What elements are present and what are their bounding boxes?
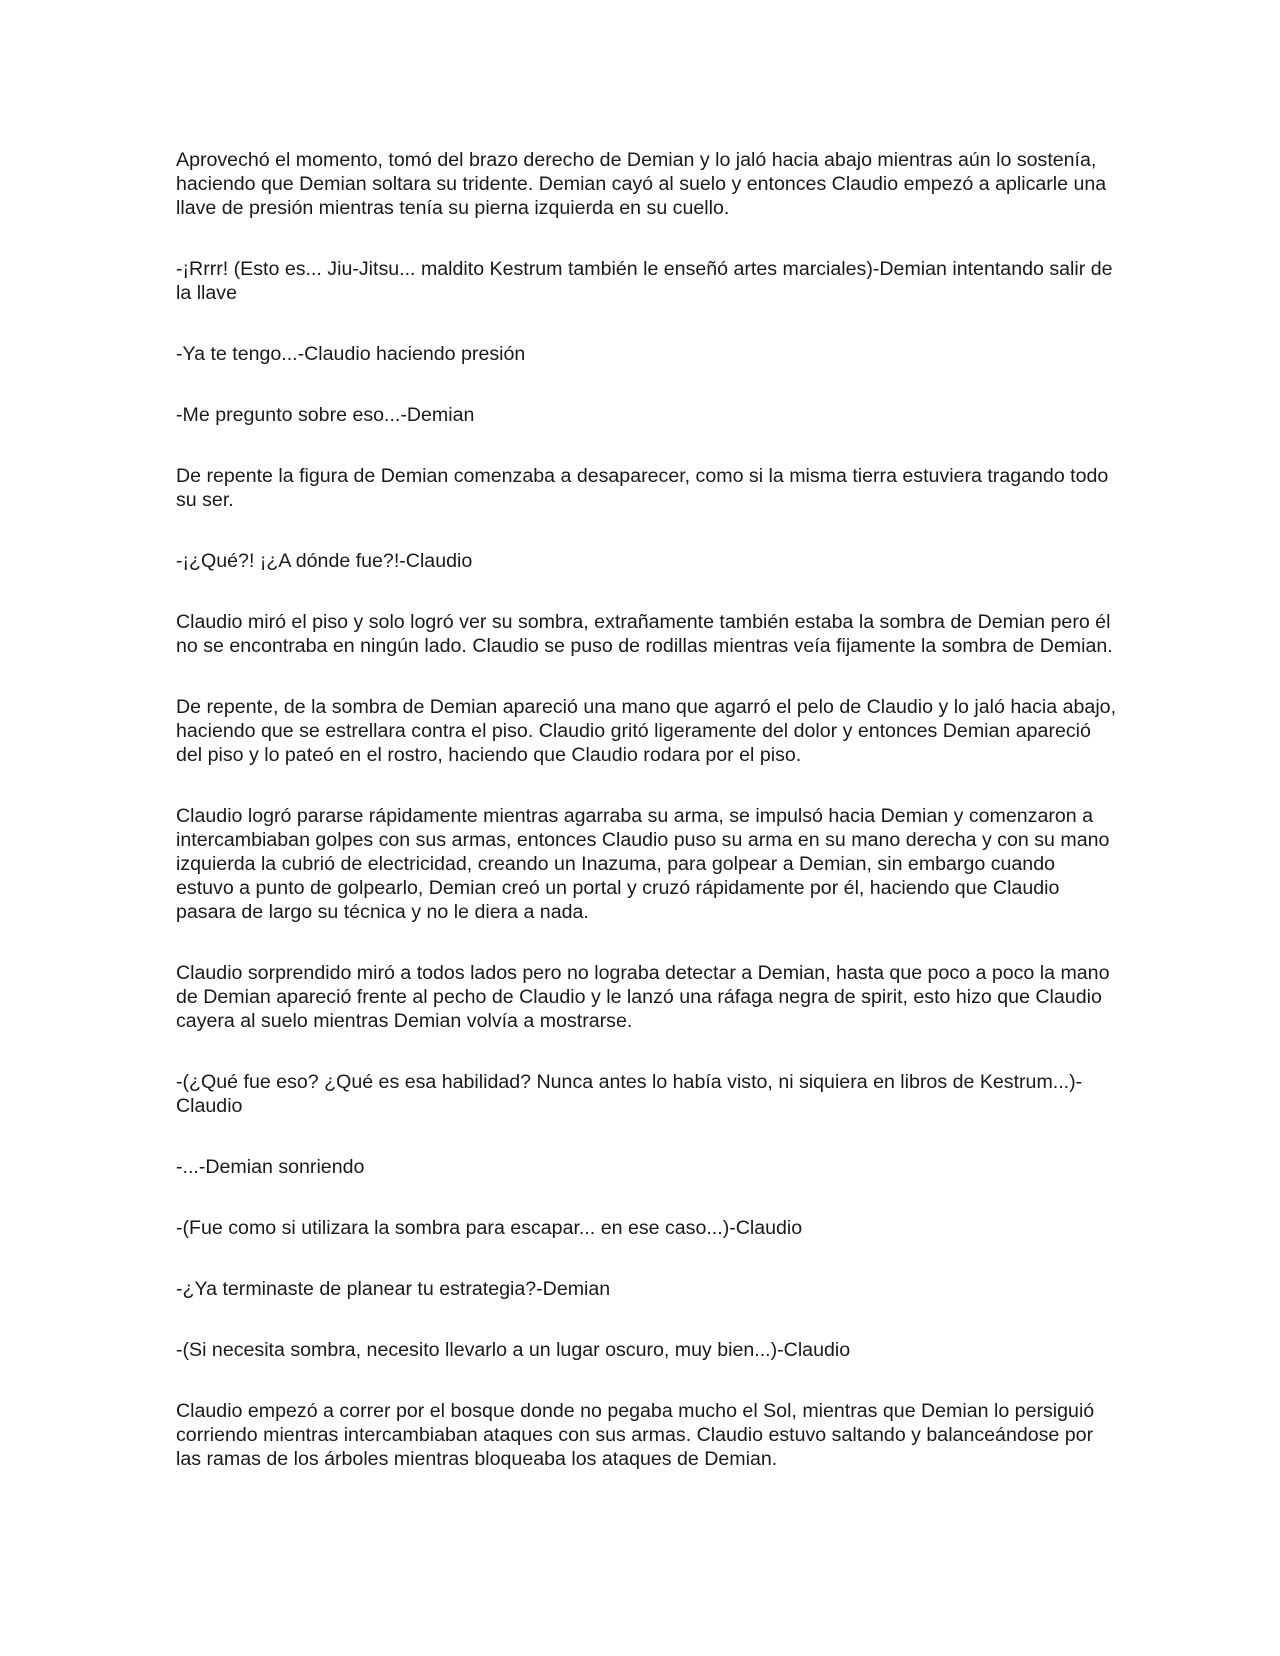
paragraph-9: Claudio logró pararse rápidamente mientras agarraba su arma, se impulsó hacia Demian y comenzaron a intercambiaban golpes con sus armas, entonces Claudio puso su arma en su mano derecha y con su mano izquierda la cubrió de electricidad, creando un Inazuma, para golpear a Demian, sin embargo cuando estuvo a punto de golpearlo, Demian creó un portal y cruzó rápidamente por él, haciendo que Claudio pasara de largo su técnica y no le diera a nada.	[176, 805, 1110, 923]
paragraph-7: Claudio miró el piso y solo logró ver su sombra, extrañamente también estaba la sombra de Demian pero él no se encontraba en ningún lado. Claudio se puso de rodillas mientras veía fijamente la sombra de Demian.	[176, 611, 1113, 657]
paragraph-14: -¿Ya terminaste de planear tu estrategia?-Demian	[176, 1278, 611, 1300]
paragraph-16: Claudio empezó a correr por el bosque donde no pegaba mucho el Sol, mientras que Demian lo persiguió corriendo mientras intercambiaban ataques con sus armas. Claudio estuvo saltando y balanceándose por las ramas de los árboles mientras bloqueaba los ataques de Demian.	[176, 1400, 1095, 1470]
paragraph-2: -¡Rrrr! (Esto es... Jiu-Jitsu... maldito Kestrum también le enseñó artes marciales)-Demian intentando salir de la llave	[176, 258, 1113, 304]
paragraph-4: -Me pregunto sobre eso...-Demian	[176, 404, 475, 426]
paragraph-1: Aprovechó el momento, tomó del brazo derecho de Demian y lo jaló hacia abajo mientras aún lo sostenía, haciendo que Demian soltara su tridente. Demian cayó al suelo y entonces Claudio empezó a aplicarle una llave de presión mientras tenía su pierna izquierda en su cuello.	[176, 149, 1107, 219]
paragraph-13: -(Fue como si utilizara la sombra para escapar... en ese caso...)-Claudio	[176, 1217, 803, 1239]
paragraph-8: De repente, de la sombra de Demian apareció una mano que agarró el pelo de Claudio y lo jaló hacia abajo, haciendo que se estrellara contra el piso. Claudio gritó ligeramente del dolor y entonces Demian apareció del piso y lo pateó en el rostro, haciendo que Claudio rodara por el piso.	[176, 696, 1117, 766]
paragraph-5: De repente la figura de Demian comenzaba a desaparecer, como si la misma tierra estuviera tragando todo su ser.	[176, 465, 1109, 511]
paragraph-3: -Ya te tengo...-Claudio haciendo presión	[176, 343, 526, 365]
document-page	[176, 148, 1116, 1471]
paragraph-10: Claudio sorprendido miró a todos lados pero no lograba detectar a Demian, hasta que poco a poco la mano de Demian apareció frente al pecho de Claudio y le lanzó una ráfaga negra de spirit, esto hizo que Claudio cayera al suelo mientras Demian volvía a mostrarse.	[176, 962, 1110, 1032]
paragraph-15: -(Si necesita sombra, necesito llevarlo a un lugar oscuro, muy bien...)-Claudio	[176, 1339, 851, 1361]
paragraph-11: -(¿Qué fue eso? ¿Qué es esa habilidad? Nunca antes lo había visto, ni siquiera en libros de Kestrum...)-Claudio	[176, 1071, 1083, 1117]
paragraph-12: -...-Demian sonriendo	[176, 1156, 365, 1178]
paragraph-6: -¡¿Qué?! ¡¿A dónde fue?!-Claudio	[176, 550, 473, 572]
